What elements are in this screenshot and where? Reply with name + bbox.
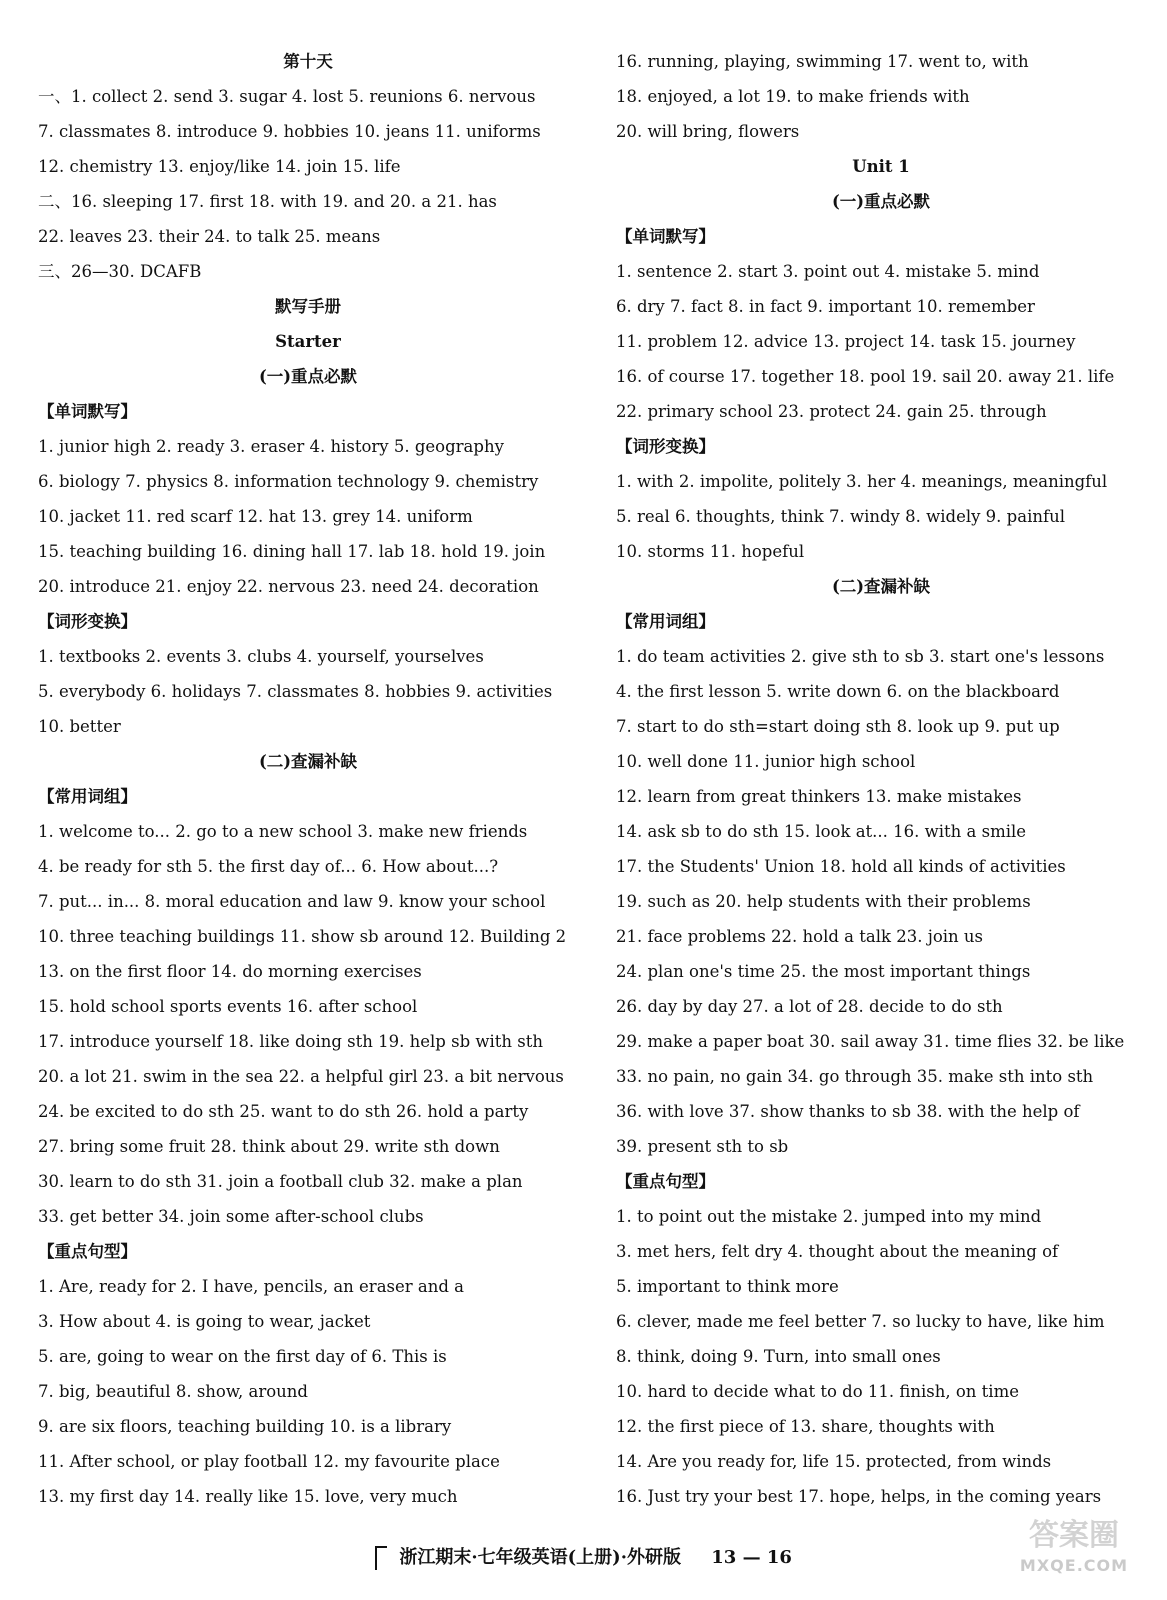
answer-line: 27. bring some fruit 28. think about 29. write sth down xyxy=(38,1137,500,1156)
answer-line: 10. jacket 11. red scarf 12. hat 13. grey 14. uniform xyxy=(38,507,473,526)
section-heading: 默写手册 xyxy=(275,297,341,316)
answer-line: 1. junior high 2. ready 3. eraser 4. history 5. geography xyxy=(38,437,504,456)
answer-line: 3. met hers, felt dry 4. thought about the meaning of xyxy=(616,1242,1059,1261)
subsection-label: 【词形变换】 xyxy=(616,437,715,456)
answer-line: 12. the first piece of 13. share, thoughts with xyxy=(616,1417,995,1436)
watermark-logo: 答案圈 xyxy=(1029,1518,1119,1553)
answer-line: 5. are, going to wear on the first day of 6. This is xyxy=(38,1347,447,1366)
answer-line: 10. hard to decide what to do 11. finish, on time xyxy=(616,1382,1019,1401)
answer-line: 11. problem 12. advice 13. project 14. task 15. journey xyxy=(616,332,1076,351)
answer-line: 7. start to do sth=start doing sth 8. look up 9. put up xyxy=(616,717,1060,736)
answer-line: 12. learn from great thinkers 13. make mistakes xyxy=(616,787,1022,806)
answer-line: 8. think, doing 9. Turn, into small ones xyxy=(616,1347,941,1366)
section-heading: (一)重点必默 xyxy=(258,367,358,386)
section-heading: (二)查漏补缺 xyxy=(258,752,358,771)
answer-line: 17. introduce yourself 18. like doing sth 19. help sb with sth xyxy=(38,1032,543,1051)
watermark-url: MXQE.COM xyxy=(1019,1556,1129,1575)
answer-line: 39. present sth to sb xyxy=(616,1137,789,1156)
answer-line: 13. on the first floor 14. do morning exercises xyxy=(38,962,422,981)
answer-line: 12. chemistry 13. enjoy/like 14. join 15. life xyxy=(38,157,401,176)
answer-line: 二、16. sleeping 17. first 18. with 19. and 20. a 21. has xyxy=(38,192,497,211)
answer-line: 5. everybody 6. holidays 7. classmates 8. hobbies 9. activities xyxy=(38,682,553,701)
answer-line: 6. clever, made me feel better 7. so lucky to have, like him xyxy=(616,1312,1105,1331)
answer-line: 1. welcome to... 2. go to a new school 3. make new friends xyxy=(38,822,528,841)
answer-line: 10. better xyxy=(38,717,121,736)
section-heading: 第十天 xyxy=(283,52,333,71)
answer-line: 15. hold school sports events 16. after school xyxy=(38,997,418,1016)
answer-line: 33. get better 34. join some after-school clubs xyxy=(38,1207,424,1226)
answer-line: 10. storms 11. hopeful xyxy=(616,542,805,561)
answer-line: 4. the first lesson 5. write down 6. on the blackboard xyxy=(616,682,1060,701)
answer-line: 1. to point out the mistake 2. jumped into my mind xyxy=(616,1207,1042,1226)
answer-line: 14. ask sb to do sth 15. look at... 16. with a smile xyxy=(616,822,1027,841)
answer-line: 20. a lot 21. swim in the sea 22. a helpful girl 23. a bit nervous xyxy=(38,1067,564,1086)
answer-line: 7. big, beautiful 8. show, around xyxy=(38,1382,308,1401)
answer-line: 33. no pain, no gain 34. go through 35. make sth into sth xyxy=(616,1067,1094,1086)
answer-line: 19. such as 20. help students with their problems xyxy=(616,892,1031,911)
answer-line: 1. with 2. impolite, politely 3. her 4. meanings, meaningful xyxy=(616,472,1108,491)
answer-line: 6. dry 7. fact 8. in fact 9. important 10. remember xyxy=(616,297,1035,316)
answer-line: 18. enjoyed, a lot 19. to make friends with xyxy=(616,87,970,106)
answer-line: 一、1. collect 2. send 3. sugar 4. lost 5. reunions 6. nervous xyxy=(38,87,536,106)
answer-line: 20. introduce 21. enjoy 22. nervous 23. need 24. decoration xyxy=(38,577,539,596)
answer-line: 3. How about 4. is going to wear, jacket xyxy=(38,1312,371,1331)
answer-line: 6. biology 7. physics 8. information technology 9. chemistry xyxy=(38,472,539,491)
answer-line: 16. Just try your best 17. hope, helps, in the coming years xyxy=(616,1487,1102,1506)
answer-line: 36. with love 37. show thanks to sb 38. with the help of xyxy=(616,1102,1080,1121)
answer-line: 10. well done 11. junior high school xyxy=(616,752,916,771)
answer-line: 29. make a paper boat 30. sail away 31. time flies 32. be like xyxy=(616,1032,1125,1051)
subsection-label: 【重点句型】 xyxy=(616,1172,715,1191)
subsection-label: 【词形变换】 xyxy=(38,612,137,631)
answer-line: 10. three teaching buildings 11. show sb around 12. Building 2 xyxy=(38,927,567,946)
section-heading: (二)查漏补缺 xyxy=(831,577,931,596)
answer-line: 1. sentence 2. start 3. point out 4. mistake 5. mind xyxy=(616,262,1040,281)
subsection-label: 【重点句型】 xyxy=(38,1242,137,1261)
answer-line: 三、26—30. DCAFB xyxy=(38,262,202,281)
answer-line: 16. running, playing, swimming 17. went to, with xyxy=(616,52,1029,71)
section-heading: (一)重点必默 xyxy=(831,192,931,211)
answer-line: 17. the Students' Union 18. hold all kinds of activities xyxy=(616,857,1066,876)
answer-line: 22. leaves 23. their 24. to talk 25. means xyxy=(38,227,381,246)
answer-line: 1. do team activities 2. give sth to sb 3. start one's lessons xyxy=(616,647,1105,666)
answer-line: 11. After school, or play football 12. my favourite place xyxy=(38,1452,500,1471)
answer-line: 1. textbooks 2. events 3. clubs 4. yourself, yourselves xyxy=(38,647,484,666)
answer-line: 1. Are, ready for 2. I have, pencils, an eraser and a xyxy=(38,1277,465,1296)
answer-line: 4. be ready for sth 5. the first day of... 6. How about...? xyxy=(38,857,499,876)
right-column xyxy=(616,44,1146,1514)
corner-mark-icon xyxy=(375,1546,387,1570)
left-column xyxy=(38,44,578,1514)
answer-line: 7. classmates 8. introduce 9. hobbies 10. jeans 11. uniforms xyxy=(38,122,541,141)
answer-line: 22. primary school 23. protect 24. gain 25. through xyxy=(616,402,1047,421)
page-footer xyxy=(0,1543,1167,1570)
section-heading: Starter xyxy=(275,332,341,351)
answer-line: 24. plan one's time 25. the most important things xyxy=(616,962,1031,981)
subsection-label: 【单词默写】 xyxy=(616,227,715,246)
answer-line: 9. are six floors, teaching building 10. is a library xyxy=(38,1417,452,1436)
answer-line: 21. face problems 22. hold a talk 23. join us xyxy=(616,927,984,946)
answer-line: 30. learn to do sth 31. join a football club 32. make a plan xyxy=(38,1172,523,1191)
answer-line: 14. Are you ready for, life 15. protected, from winds xyxy=(616,1452,1052,1471)
watermark xyxy=(999,1516,1149,1586)
answer-line: 26. day by day 27. a lot of 28. decide to do sth xyxy=(616,997,1003,1016)
answer-line: 24. be excited to do sth 25. want to do sth 26. hold a party xyxy=(38,1102,529,1121)
answer-line: 5. real 6. thoughts, think 7. windy 8. widely 9. painful xyxy=(616,507,1065,526)
answer-line: 15. teaching building 16. dining hall 17. lab 18. hold 19. join xyxy=(38,542,546,561)
answer-line: 5. important to think more xyxy=(616,1277,839,1296)
answer-line: 7. put... in... 8. moral education and law 9. know your school xyxy=(38,892,546,911)
footer-title: 浙江期末·七年级英语(上册)·外研版 xyxy=(399,1547,681,1568)
subsection-label: 【常用词组】 xyxy=(38,787,137,806)
page-numbers: 13 — 16 xyxy=(711,1547,792,1568)
answer-line: 13. my first day 14. really like 15. love, very much xyxy=(38,1487,458,1506)
answer-line: 20. will bring, flowers xyxy=(616,122,800,141)
answer-line: 16. of course 17. together 18. pool 19. sail 20. away 21. life xyxy=(616,367,1115,386)
subsection-label: 【常用词组】 xyxy=(616,612,715,631)
subsection-label: 【单词默写】 xyxy=(38,402,137,421)
section-heading: Unit 1 xyxy=(852,157,910,176)
